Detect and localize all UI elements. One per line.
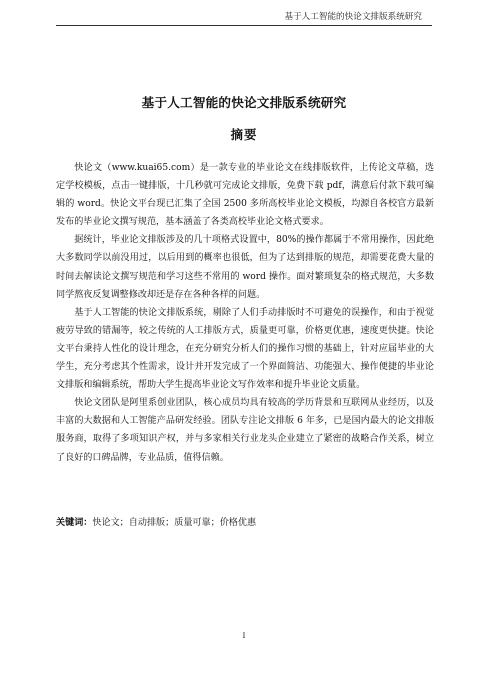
- abstract-paragraph-4: 快论文团队是阿里系创业团队，核心成员均具有较高的学历背景和互联网从业经历，以及丰富的大数据和人工智能产品研发经验。团队专注论文排版 6 年多，已是国内最大的论文排版服务商，取得了多项知识产权，并与多家相关行业龙头企业建立了紧密的战略合作关系，树立了良好的口碑品牌，专业品质，值得信赖。: [56, 398, 434, 463]
- abstract-body: [56, 159, 434, 467]
- abstract-heading: 摘要: [230, 127, 258, 142]
- keywords-label: 关键词：: [56, 518, 93, 528]
- keywords-text: 快论文；自动排版；质量可靠；价格优惠: [92, 518, 257, 528]
- running-header: 基于人工智能的快论文排版系统研究: [284, 12, 422, 22]
- page-number: I: [242, 631, 246, 640]
- abstract-paragraph-2: 据统计，毕业论文排版涉及的几十项格式设置中，80%的操作都属于不常用操作，因此绝大多数同学以前没用过，以后用到的概率也很低，但为了达到排版的规范，却需要花费大量的时间去解读论文撰写规范和学习这些不常用的 word 操作。面对繁琐复杂的格式规范，大多数同学熬夜反复调整修改却还是存在各种各样的问题。: [56, 235, 434, 300]
- abstract-paragraph-1: 快论文（www.kuai65.com）是一款专业的毕业论文在线排版软件，上传论文草稿，选定学校模板，点击一键排版，十几秒就可完成论文排版，免费下载 pdf，满意后付款下载可编辑的 word。快论文平台现已汇集了全国 2500 多所高校毕业论文模板，均源自各校官方最新发布的毕业论文撰写规范，基本涵盖了各类高校毕业论文格式要求。: [56, 163, 434, 228]
- paper-title: 基于人工智能的快论文排版系统研究: [141, 95, 347, 110]
- abstract-paragraph-3: 基于人工智能的快论文排版系统，剔除了人们手动排版时不可避免的误操作，和由于视觉疲劳导致的错漏等，较之传统的人工排版方式，质量更可靠，价格更优惠，速度更快捷。快论文平台秉持人性化的设计理念，在充分研究分析人们的操作习惯的基础上，针对应届毕业的大学生，充分考虑其个性需求，设计并开发完成了一个界面简洁、功能强大、操作便捷的毕业论文排版和编辑系统，帮助大学生提高毕业论文写作效率和提升毕业论文质量。: [56, 307, 434, 391]
- header-rule: [56, 25, 432, 26]
- keywords-line: [56, 515, 434, 531]
